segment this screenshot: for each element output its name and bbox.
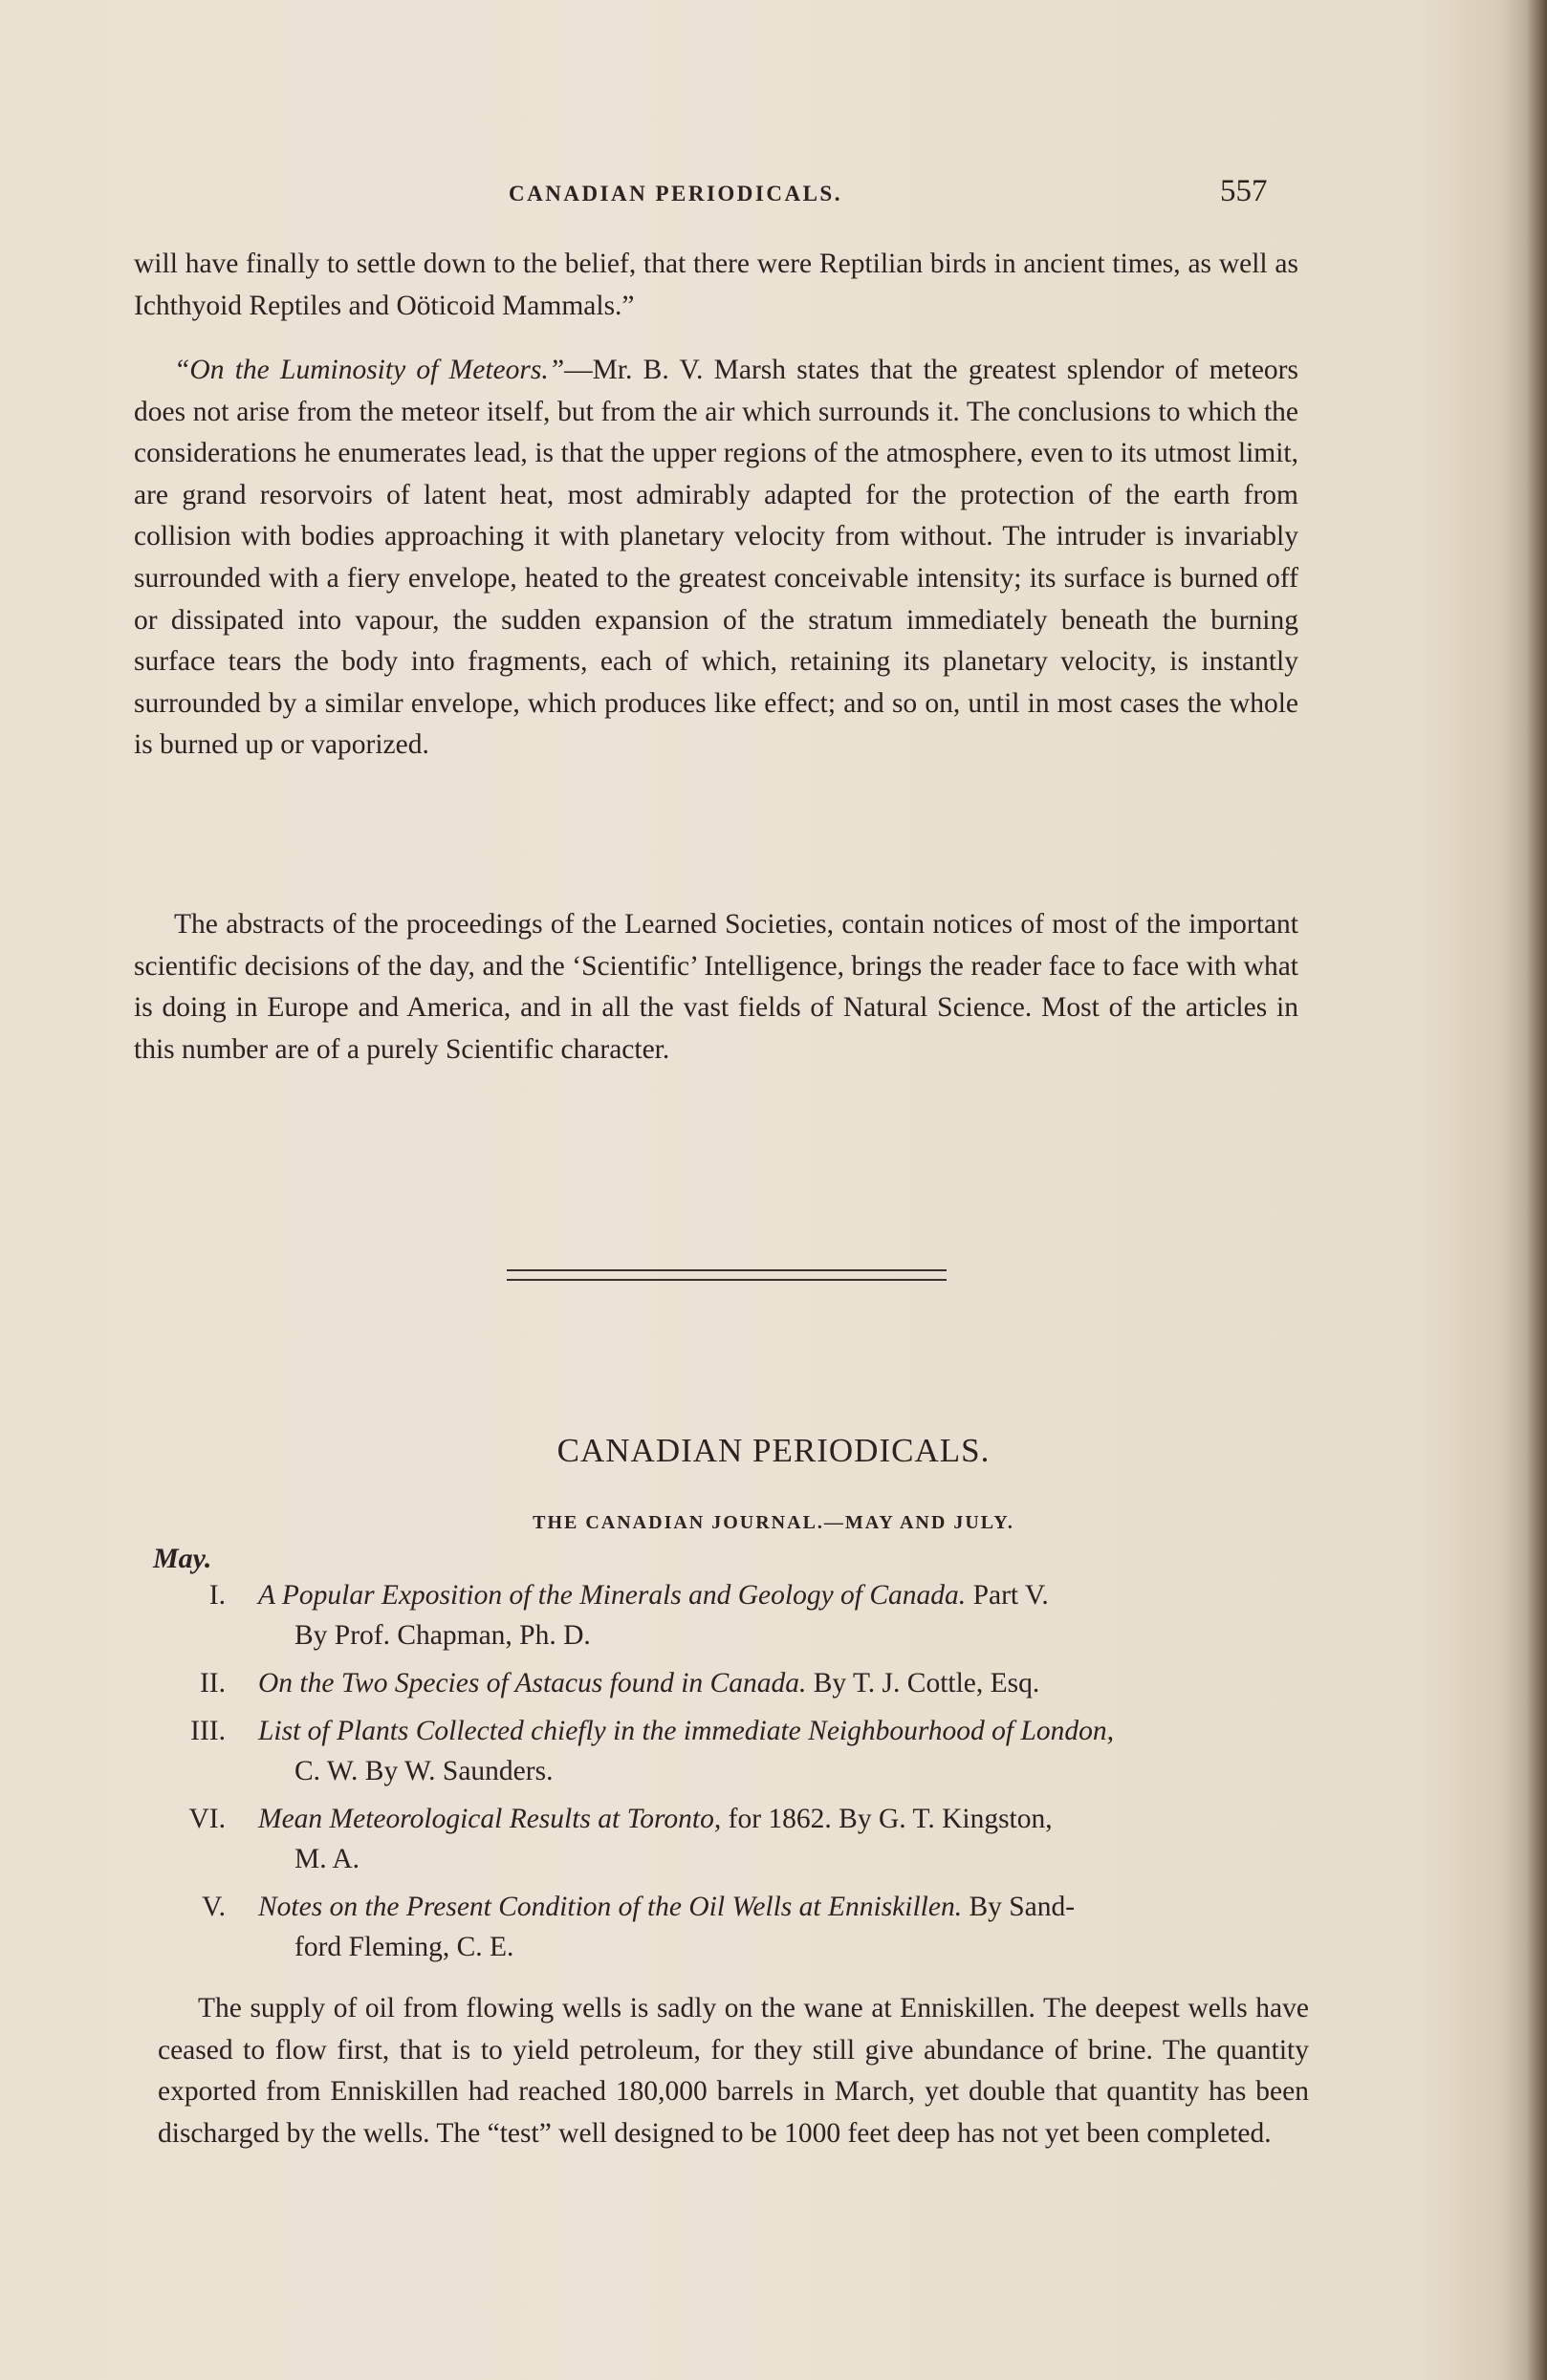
item-body bbox=[258, 1711, 1310, 1791]
paragraph-oil-wells-text: The supply of oil from flowing wells is sadly on the wane at Enniskillen. The deepest wells have ceased to flow first, that is to yield petroleum, for they still give abundance of brine. The quantity exported from Enniskillen had reached 180,000 barrels in March, yet double that quantity has been discharged by the wells. The “test” well designed to be 1000 feet deep has not yet been completed. bbox=[158, 1993, 1309, 2149]
page-edge-shadow bbox=[1526, 0, 1547, 2380]
item-body bbox=[258, 1663, 1310, 1703]
paragraph-abstracts bbox=[134, 904, 1298, 1071]
item-detail: By Sand- bbox=[962, 1892, 1076, 1922]
item-second-line: ford Fleming, C. E. bbox=[294, 1932, 514, 1962]
running-title: CANADIAN PERIODICALS. bbox=[509, 182, 842, 206]
item-second-line: C. W. By W. Saunders. bbox=[294, 1756, 554, 1786]
contents-list bbox=[153, 1575, 1310, 1975]
contents-item bbox=[153, 1663, 1310, 1703]
item-body bbox=[258, 1799, 1310, 1879]
month-heading: May. bbox=[153, 1543, 212, 1574]
paragraph-continuation-text: will have finally to settle down to the belief, that there were Reptilian birds in ancient times, as well as Ichthyoid Reptiles and Oöticoid Mammals.” bbox=[134, 249, 1298, 321]
item-second-line: M. A. bbox=[294, 1844, 360, 1874]
contents-item bbox=[153, 1711, 1310, 1791]
running-header bbox=[0, 174, 1547, 222]
item-body bbox=[258, 1887, 1310, 1967]
item-detail: By T. J. Cottle, Esq. bbox=[806, 1668, 1040, 1698]
contents-item bbox=[153, 1575, 1310, 1655]
paragraph-oil-wells bbox=[158, 1988, 1309, 2154]
contents-item bbox=[153, 1799, 1310, 1879]
journal-title: THE CANADIAN JOURNAL.—MAY AND JULY. bbox=[533, 1512, 1014, 1533]
contents-item bbox=[153, 1887, 1310, 1967]
item-title: On the Two Species of Astacus found in Canada. bbox=[258, 1668, 807, 1698]
item-title: A Popular Exposition of the Minerals and Geology of Canada. bbox=[258, 1580, 967, 1611]
item-title: List of Plants Collected chiefly in the immediate Neighbourhood of London, bbox=[258, 1716, 1115, 1746]
item-number: VI. bbox=[188, 1804, 226, 1834]
item-number: V. bbox=[202, 1892, 226, 1922]
item-title: Mean Meteorological Results at Toronto, bbox=[258, 1804, 722, 1834]
paragraph-abstracts-text: The abstracts of the proceedings of the Learned Societies, contain notices of most of the important scientific decisions of the day, and the ‘Scientific’ Intelligence, brings the reader face to face with what is doing in Europe and America, and in all the vast fields of Natural Science. Most of the articles in this number are of a purely Scientific character. bbox=[134, 909, 1298, 1065]
page-number: 557 bbox=[1220, 174, 1268, 208]
paragraph-meteors-text bbox=[134, 350, 1298, 767]
item-detail: Part V. bbox=[966, 1580, 1049, 1611]
item-number: II. bbox=[199, 1668, 226, 1698]
paragraph-continuation bbox=[134, 244, 1298, 327]
item-body bbox=[258, 1575, 1310, 1655]
meteors-text: —Mr. B. V. Marsh states that the greatest splendor of meteors does not arise from the meteor itself, but from the air which surrounds it. The conclusions to which the considerations he enumerates lead, is that the upper regions of the atmosphere, even to its utmost limit, are grand resorvoirs of latent heat, most admirably adapted for the protection of the earth from collision with bodies approaching it with planetary velocity from without. The intruder is invariably surrounded with a fiery envelope, heated to the greatest conceivable intensity; its surface is burned off or dissipated into vapour, the sudden expansion of the stratum immediately beneath the burning surface tears the body into fragments, each of which, retaining its planetary velocity, is instantly surrounded by a similar envelope, which produces like effect; and so on, until in most cases the whole is burned up or vaporized. bbox=[134, 355, 1298, 761]
section-title: CANADIAN PERIODICALS. bbox=[556, 1432, 991, 1469]
item-number: III. bbox=[190, 1716, 226, 1746]
meteors-title: “On the Luminosity of Meteors.” bbox=[174, 355, 565, 385]
item-number: I. bbox=[208, 1580, 226, 1611]
item-title: Notes on the Present Condition of the Oil Wells at Enniskillen. bbox=[258, 1892, 963, 1922]
divider-rule-top bbox=[507, 1269, 947, 1271]
item-detail: for 1862. By G. T. Kingston, bbox=[721, 1804, 1053, 1834]
item-second-line: By Prof. Chapman, Ph. D. bbox=[294, 1620, 591, 1651]
divider-rule-bottom bbox=[507, 1279, 947, 1281]
paragraph-meteors bbox=[134, 350, 1298, 767]
